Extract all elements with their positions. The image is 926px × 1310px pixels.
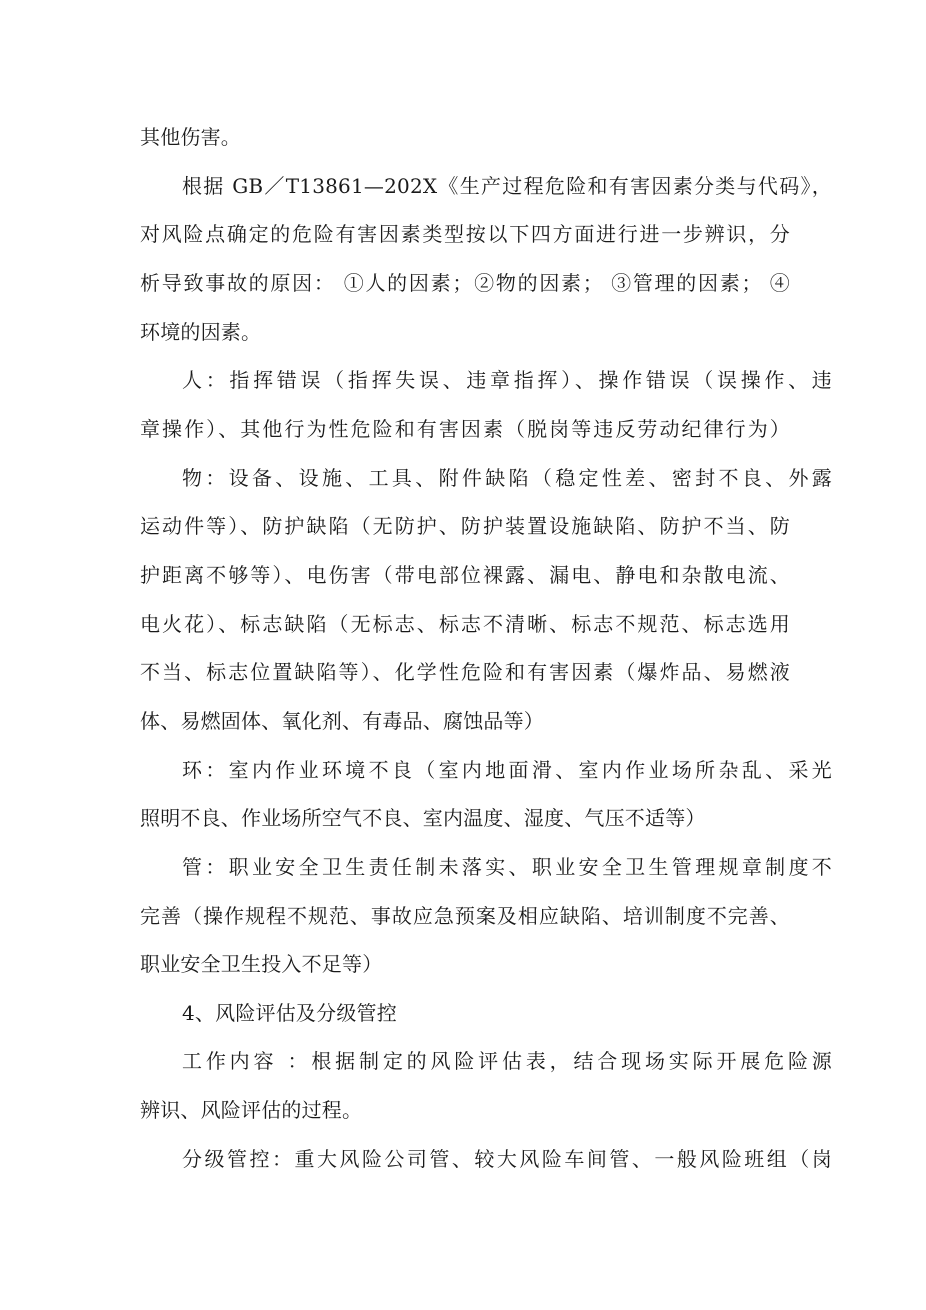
text-line-17: 完善（操作规程不规范、事故应急预案及相应缺陷、培训制度不完善、 (140, 904, 790, 928)
text-line-13: 体、易燃固体、氧化剂、有毒品、腐蚀品等） (140, 709, 544, 733)
text-line-15: 照明不良、作业场所空气不良、室内温度、湿度、气压不适等） (140, 806, 706, 830)
text-line-16: 管：职业安全卫生责任制未落实、职业安全卫生管理规章制度不 (182, 855, 832, 879)
text-line-11: 电火花）、标志缺陷（无标志、标志不清晰、标志不规范、标志选用 (140, 612, 790, 636)
text-line-12: 不当、标志位置缺陷等）、化学性危险和有害因素（爆炸品、易燃液 (140, 660, 790, 684)
text-line-2: 根据 GB／T13861—202X《生产过程危险和有害因素分类与代码》， (182, 174, 832, 198)
text-line-5: 环境的因素。 (140, 320, 262, 344)
text-line-8: 物：设备、设施、工具、附件缺陷（稳定性差、密封不良、外露 (182, 466, 832, 490)
text-line-22: 分级管控：重大风险公司管、较大风险车间管、一般风险班组（岗 (182, 1147, 832, 1171)
text-line-21: 辨识、风险评估的过程。 (140, 1098, 363, 1122)
text-line-6: 人：指挥错误（指挥失误、违章指挥）、操作错误（误操作、违 (182, 368, 832, 392)
text-line-9: 运动件等）、防护缺陷（无防护、防护装置设施缺陷、防护不当、防 (140, 514, 790, 538)
text-line-18: 职业安全卫生投入不足等） (140, 952, 383, 976)
text-line-1: 其他伤害。 (140, 125, 241, 149)
text-line-7: 章操作）、其他行为性危险和有害因素（脱岗等违反劳动纪律行为） (140, 417, 790, 441)
text-line-3: 对风险点确定的危险有害因素类型按以下四方面进行进一步辨识，分 (140, 222, 790, 246)
text-line-14: 环：室内作业环境不良（室内地面滑、室内作业场所杂乱、采光 (182, 758, 832, 782)
text-line-20: 工作内容 ：根据制定的风险评估表，结合现场实际开展危险源 (182, 1049, 832, 1073)
section-heading: 4、风险评估及分级管控 (182, 1001, 397, 1025)
text-line-4: 析导致事故的原因： ①人的因素；②物的因素； ③管理的因素； ④ (140, 271, 790, 295)
text-line-10: 护距离不够等）、电伤害（带电部位裸露、漏电、静电和杂散电流、 (140, 563, 790, 587)
